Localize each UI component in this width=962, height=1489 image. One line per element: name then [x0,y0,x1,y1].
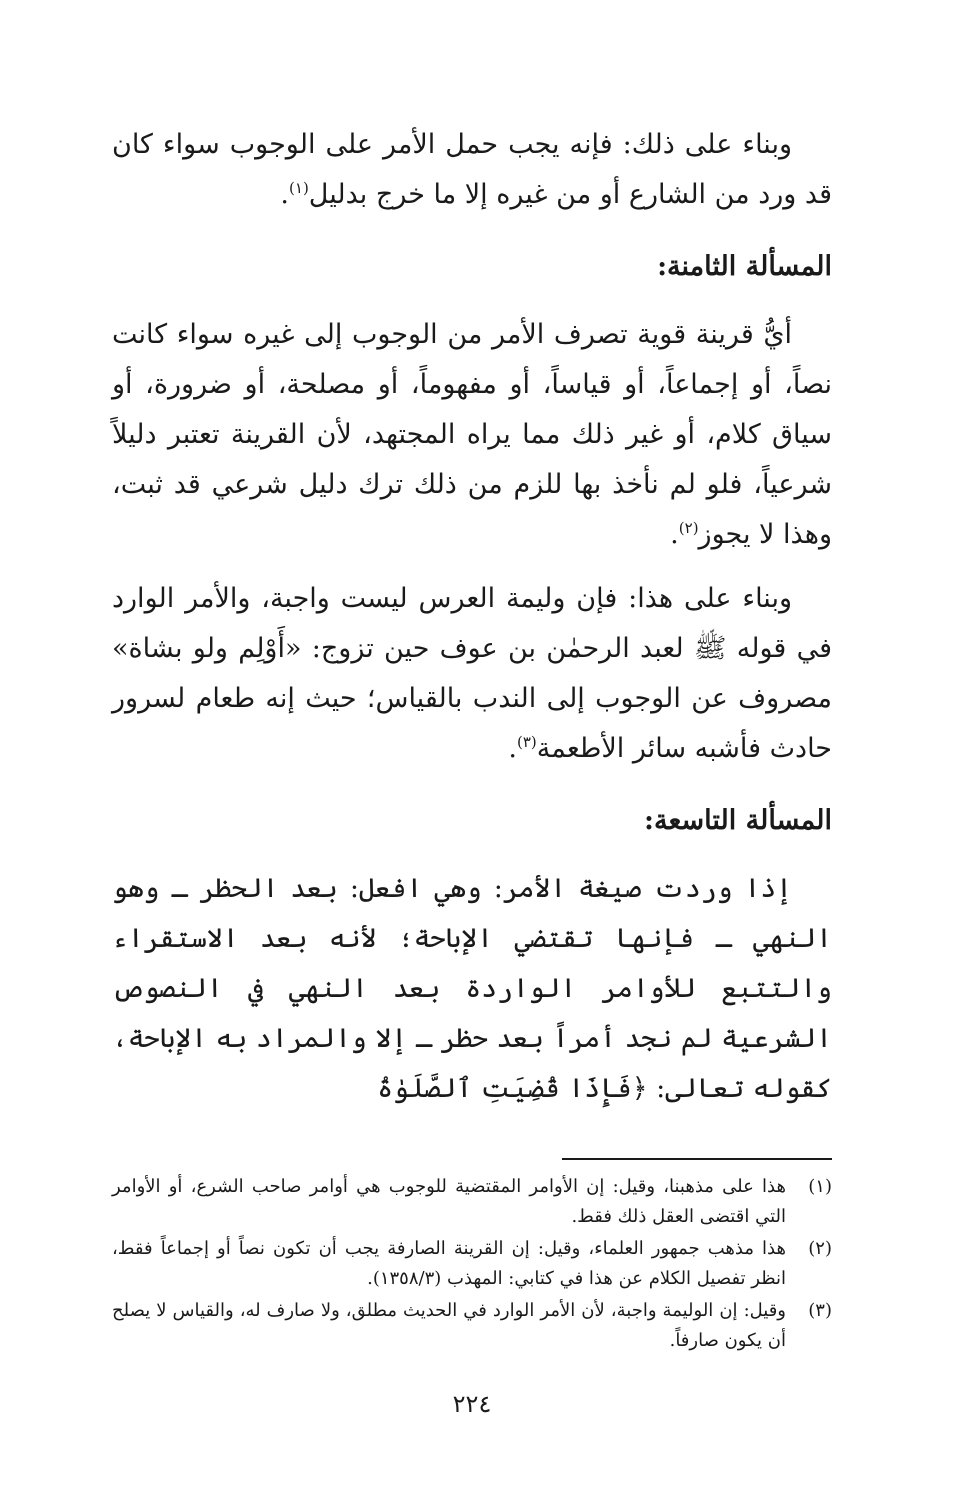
paragraph-1: وبناء على ذلك: فإنه يجب حمل الأمر على الوجوب سواء كان قد ورد من الشارع أو من غيره إلا ما خرج بدليل$^{(١)}$. [112,129,832,210]
footnote-2 [112,1234,832,1294]
footnote-ref-1[interactable]: (١) [289,179,309,197]
footnote-text-3: وقيل: إن الوليمة واجبة، لأن الأمر الوارد في الحديث مطلق، ولا صارف له، والقياس لا يصلح أن يكون صارفاً. [112,1300,786,1351]
paragraph-2: أيُّ قرينة قوية تصرف الأمر من الوجوب إلى غيره سواء كانت نصاً، أو إجماعاً، أو قياساً، أو مفهوماً، أو مصلحة، أو ضرورة، أو سياق كلام، أو غير ذلك مما يراه المجتهد، لأن القرينة تعتبر دليلاً شرعياً، فلو لم نأخذ بها للزم من ذلك ترك دليل شرعي قد ثبت، وهذا لا يجوز$^{(٢)}$. [112,319,832,550]
page-number: ٢٢٤ [452,1390,492,1418]
footnote-divider [562,1158,832,1160]
footnote-text-1: هذا على مذهبنا، وقيل: إن الأوامر المقتضية للوجوب هي أوامر صاحب الشرع، أو الأوامر التي اقتضى العقل ذلك فقط. [112,1176,786,1227]
page-body [112,120,832,1418]
footnote-ref-2[interactable]: (٢) [678,519,699,537]
footnote-text-2: هذا مذهب جمهور العلماء، وقيل: إن القرينة الصارفة يجب أن تكون نصاً أو إجماعاً فقط، انظر تفصيل الكلام عن هذا في كتابي: المهذب (١٣٥٨/٣). [112,1238,786,1289]
paragraph-2-text: أيُّ قرينة قوية تصرف الأمر من الوجوب إلى غيره سواء كانت نصاً، أو إجماعاً، أو قياساً، أو مفهوماً، أو مصلحة، أو ضرورة، أو سياق كلام، أو غير ذلك مما يراه المجتهد، لأن القرينة تعتبر دليلاً شرعياً، فلو لم نأخذ بها للزم من ذلك ترك دليل شرعي قد ثبت، وهذا لا يجوز [112,319,832,550]
footnote-1 [112,1172,832,1232]
paragraph-1-text: وبناء على ذلك: فإنه يجب حمل الأمر على الوجوب سواء كان قد ورد من الشارع أو من غيره إلا ما خرج بدليل [112,129,832,210]
footnote-3 [112,1296,832,1356]
paragraph-3: وبناء على هذا: فإن وليمة العرس ليست واجبة، والأمر الوارد في قوله ﷺ لعبد الرحمٰن بن عوف حين تزوج: «أَوْلِم ولو بشاة» مصروف عن الوجوب إلى الندب بالقياس؛ حيث إنه طعام لسرور حادث فأشبه سائر الأطعمة$^{(٣)}$. [112,583,832,764]
footnote-number-2: (٢) [808,1238,832,1259]
paragraph-4 [112,864,832,1114]
footnote-number-1: (١) [808,1176,832,1197]
footnote-number-3: (٣) [808,1300,832,1321]
footnote-ref-3[interactable]: (٣) [516,733,537,751]
section-heading-eighth: المسألة الثامنة: [657,251,832,282]
paragraph-3-text: وبناء على هذا: فإن وليمة العرس ليست واجبة، والأمر الوارد في قوله ﷺ لعبد الرحمٰن بن عوف حين تزوج: «أَوْلِم ولو بشاة» مصروف عن الوجوب إلى الندب بالقياس؛ حيث إنه طعام لسرور حادث فأشبه سائر الأطعمة [112,583,832,764]
section-heading-ninth: المسألة التاسعة: [644,805,832,836]
paragraph-4-text: إذا وردت صيغة الأمر: وهي افعل: بعد الحظر ـ وهو النهي ـ فإنها تقتضي الإباحة؛ لأنه بعد الاستقراء والتتبع للأوامر الواردة بعد النهي في النصوص الشرعية لم نجد أمراً بعد حظر ـ إلا والمراد به الإباحة، كقوله تعالى: ﴿فَإِذَا قُضِيَتِ ٱلصَّلَوٰةُ [112,873,832,1104]
